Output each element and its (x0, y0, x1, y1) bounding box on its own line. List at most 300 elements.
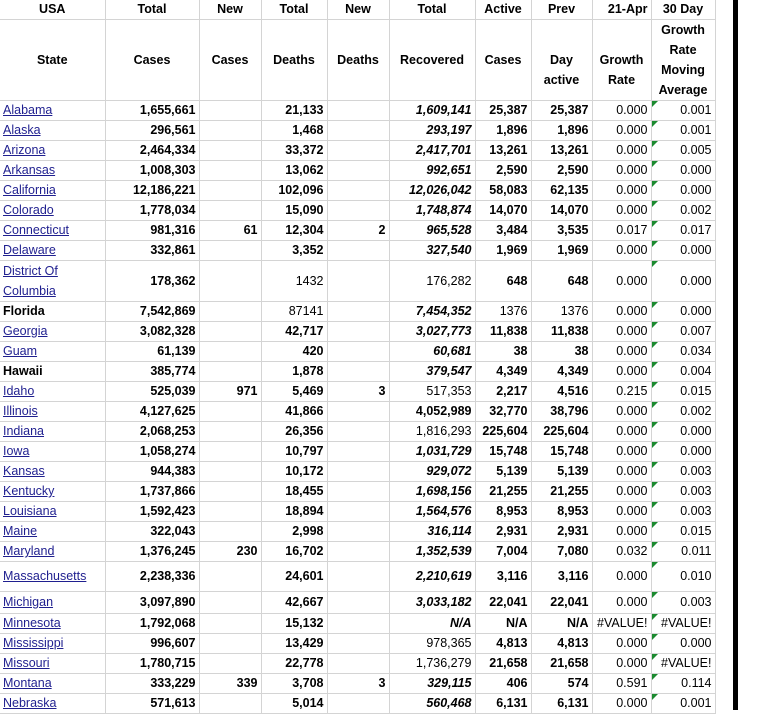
cell-active[interactable]: 2,217 (475, 381, 531, 401)
cell-new-deaths[interactable] (327, 541, 389, 561)
cell-new-deaths[interactable]: 3 (327, 381, 389, 401)
cell-cases[interactable]: 571,613 (105, 693, 199, 713)
cell-recovered[interactable]: 4,052,989 (389, 401, 475, 421)
cell-avg[interactable]: 0.001 (651, 120, 715, 140)
cell-active[interactable]: 4,813 (475, 633, 531, 653)
cell-state[interactable]: Maryland (0, 541, 105, 561)
cell-growth[interactable]: 0.000 (592, 633, 651, 653)
cell-deaths[interactable]: 42,667 (261, 591, 327, 613)
cell-cases[interactable]: 944,383 (105, 461, 199, 481)
cell-avg[interactable]: 0.003 (651, 481, 715, 501)
cell-avg[interactable]: 0.010 (651, 561, 715, 591)
header-cell[interactable]: State (0, 19, 105, 100)
cell-recovered[interactable]: 329,115 (389, 673, 475, 693)
cell-active[interactable]: 1,896 (475, 120, 531, 140)
cell-growth[interactable]: 0.000 (592, 180, 651, 200)
cell-new-deaths[interactable] (327, 100, 389, 120)
cell-cases[interactable]: 1,780,715 (105, 653, 199, 673)
cell-deaths[interactable]: 13,062 (261, 160, 327, 180)
cell-prev[interactable]: 3,116 (531, 561, 592, 591)
cell-recovered[interactable]: 1,736,279 (389, 653, 475, 673)
cell-deaths[interactable]: 12,304 (261, 220, 327, 240)
cell-new-deaths[interactable] (327, 240, 389, 260)
cell-recovered[interactable]: 2,210,619 (389, 561, 475, 591)
cell-avg[interactable]: #VALUE! (651, 653, 715, 673)
cell-recovered[interactable]: 176,282 (389, 260, 475, 301)
cell-deaths[interactable]: 5,014 (261, 693, 327, 713)
cell-avg[interactable]: 0.000 (651, 180, 715, 200)
cell-new-cases[interactable] (199, 441, 261, 461)
cell-prev[interactable]: N/A (531, 613, 592, 633)
cell-new-deaths[interactable] (327, 653, 389, 673)
header-cell[interactable]: Cases (105, 19, 199, 100)
cell-state[interactable]: Massachusetts (0, 561, 105, 591)
cell-prev[interactable]: 11,838 (531, 321, 592, 341)
cell-cases[interactable]: 296,561 (105, 120, 199, 140)
cell-new-cases[interactable] (199, 301, 261, 321)
cell-prev[interactable]: 4,813 (531, 633, 592, 653)
cell-cases[interactable]: 333,229 (105, 673, 199, 693)
cell-new-cases[interactable] (199, 361, 261, 381)
cell-active[interactable]: 22,041 (475, 591, 531, 613)
cell-active[interactable]: 4,349 (475, 361, 531, 381)
cell-avg[interactable]: 0.000 (651, 421, 715, 441)
cell-new-deaths[interactable]: 2 (327, 220, 389, 240)
cell-cases[interactable]: 178,362 (105, 260, 199, 301)
cell-avg[interactable]: #VALUE! (651, 613, 715, 633)
cell-recovered[interactable]: 1,816,293 (389, 421, 475, 441)
cell-prev[interactable]: 4,349 (531, 361, 592, 381)
cell-growth[interactable]: 0.000 (592, 341, 651, 361)
header-cell[interactable]: 30 Day (651, 0, 715, 19)
cell-prev[interactable]: 14,070 (531, 200, 592, 220)
cell-state[interactable]: Missouri (0, 653, 105, 673)
cell-prev[interactable]: 2,931 (531, 521, 592, 541)
cell-growth[interactable]: 0.000 (592, 240, 651, 260)
cell-new-deaths[interactable] (327, 301, 389, 321)
cell-new-deaths[interactable] (327, 591, 389, 613)
cell-recovered[interactable]: 1,564,576 (389, 501, 475, 521)
cell-growth[interactable]: 0.000 (592, 401, 651, 421)
cell-new-deaths[interactable] (327, 521, 389, 541)
cell-prev[interactable]: 574 (531, 673, 592, 693)
cell-new-deaths[interactable] (327, 361, 389, 381)
cell-prev[interactable]: 21,658 (531, 653, 592, 673)
cell-cases[interactable]: 7,542,869 (105, 301, 199, 321)
cell-state[interactable]: Alabama (0, 100, 105, 120)
header-cell[interactable]: Prev (531, 0, 592, 19)
cell-recovered[interactable]: 560,468 (389, 693, 475, 713)
cell-active[interactable]: 3,116 (475, 561, 531, 591)
cell-state[interactable]: Colorado (0, 200, 105, 220)
cell-growth[interactable]: 0.000 (592, 120, 651, 140)
cell-cases[interactable]: 1,792,068 (105, 613, 199, 633)
cell-recovered[interactable]: 2,417,701 (389, 140, 475, 160)
cell-state[interactable]: District Of Columbia (0, 260, 105, 301)
cell-growth[interactable]: 0.000 (592, 361, 651, 381)
header-cell[interactable]: New (199, 0, 261, 19)
header-cell[interactable]: Active (475, 0, 531, 19)
cell-prev[interactable]: 2,590 (531, 160, 592, 180)
cell-cases[interactable]: 996,607 (105, 633, 199, 653)
cell-cases[interactable]: 1,008,303 (105, 160, 199, 180)
cell-state[interactable]: California (0, 180, 105, 200)
cell-new-deaths[interactable] (327, 561, 389, 591)
cell-new-deaths[interactable] (327, 180, 389, 200)
cell-deaths[interactable]: 1432 (261, 260, 327, 301)
cell-recovered[interactable]: 1,748,874 (389, 200, 475, 220)
header-cell[interactable]: Cases (199, 19, 261, 100)
cell-recovered[interactable]: 929,072 (389, 461, 475, 481)
header-cell[interactable]: Cases (475, 19, 531, 100)
cell-cases[interactable]: 332,861 (105, 240, 199, 260)
cell-prev[interactable]: 3,535 (531, 220, 592, 240)
cell-deaths[interactable]: 22,778 (261, 653, 327, 673)
cell-state[interactable]: Iowa (0, 441, 105, 461)
cell-avg[interactable]: 0.000 (651, 441, 715, 461)
cell-active[interactable]: 648 (475, 260, 531, 301)
cell-cases[interactable]: 322,043 (105, 521, 199, 541)
cell-new-cases[interactable] (199, 501, 261, 521)
cell-growth[interactable]: 0.591 (592, 673, 651, 693)
header-cell[interactable]: 21-Apr (592, 0, 651, 19)
cell-deaths[interactable]: 102,096 (261, 180, 327, 200)
cell-deaths[interactable]: 33,372 (261, 140, 327, 160)
cell-prev[interactable]: 1,896 (531, 120, 592, 140)
cell-new-deaths[interactable] (327, 200, 389, 220)
cell-avg[interactable]: 0.114 (651, 673, 715, 693)
header-cell[interactable]: USA (0, 0, 105, 19)
cell-new-deaths[interactable] (327, 160, 389, 180)
cell-cases[interactable]: 2,068,253 (105, 421, 199, 441)
cell-prev[interactable]: 225,604 (531, 421, 592, 441)
cell-avg[interactable]: 0.000 (651, 301, 715, 321)
cell-cases[interactable]: 3,097,890 (105, 591, 199, 613)
cell-cases[interactable]: 385,774 (105, 361, 199, 381)
cell-recovered[interactable]: 3,033,182 (389, 591, 475, 613)
cell-growth[interactable]: #VALUE! (592, 613, 651, 633)
cell-growth[interactable]: 0.000 (592, 160, 651, 180)
cell-avg[interactable]: 0.015 (651, 521, 715, 541)
cell-cases[interactable]: 981,316 (105, 220, 199, 240)
cell-state[interactable]: Michigan (0, 591, 105, 613)
cell-recovered[interactable]: 60,681 (389, 341, 475, 361)
cell-active[interactable]: 32,770 (475, 401, 531, 421)
cell-active[interactable]: 58,083 (475, 180, 531, 200)
cell-growth[interactable]: 0.000 (592, 461, 651, 481)
cell-growth[interactable]: 0.000 (592, 301, 651, 321)
cell-new-deaths[interactable] (327, 461, 389, 481)
cell-new-cases[interactable] (199, 693, 261, 713)
cell-new-deaths[interactable]: 3 (327, 673, 389, 693)
cell-growth[interactable]: 0.000 (592, 561, 651, 591)
cell-recovered[interactable]: N/A (389, 613, 475, 633)
cell-deaths[interactable]: 1,468 (261, 120, 327, 140)
cell-new-cases[interactable] (199, 160, 261, 180)
cell-prev[interactable]: 8,953 (531, 501, 592, 521)
cell-active[interactable]: 3,484 (475, 220, 531, 240)
cell-recovered[interactable]: 12,026,042 (389, 180, 475, 200)
cell-growth[interactable]: 0.000 (592, 591, 651, 613)
cell-active[interactable]: 21,255 (475, 481, 531, 501)
header-cell[interactable]: Growth Rate Moving Average (651, 19, 715, 100)
cell-prev[interactable]: 4,516 (531, 381, 592, 401)
cell-active[interactable]: 7,004 (475, 541, 531, 561)
cell-new-deaths[interactable] (327, 501, 389, 521)
cell-new-cases[interactable] (199, 653, 261, 673)
cell-deaths[interactable]: 10,172 (261, 461, 327, 481)
cell-recovered[interactable]: 379,547 (389, 361, 475, 381)
cell-active[interactable]: 1376 (475, 301, 531, 321)
cell-new-cases[interactable] (199, 561, 261, 591)
cell-growth[interactable]: 0.032 (592, 541, 651, 561)
cell-new-cases[interactable] (199, 401, 261, 421)
cell-new-cases[interactable] (199, 140, 261, 160)
cell-new-cases[interactable]: 61 (199, 220, 261, 240)
cell-new-cases[interactable]: 230 (199, 541, 261, 561)
cell-new-cases[interactable] (199, 200, 261, 220)
cell-new-cases[interactable] (199, 633, 261, 653)
cell-deaths[interactable]: 10,797 (261, 441, 327, 461)
cell-cases[interactable]: 1,737,866 (105, 481, 199, 501)
cell-deaths[interactable]: 1,878 (261, 361, 327, 381)
cell-cases[interactable]: 2,464,334 (105, 140, 199, 160)
header-cell[interactable]: Growth Rate (592, 19, 651, 100)
cell-deaths[interactable]: 21,133 (261, 100, 327, 120)
cell-avg[interactable]: 0.002 (651, 401, 715, 421)
header-cell[interactable]: Deaths (261, 19, 327, 100)
cell-new-deaths[interactable] (327, 260, 389, 301)
cell-active[interactable]: 25,387 (475, 100, 531, 120)
cell-recovered[interactable]: 3,027,773 (389, 321, 475, 341)
header-cell[interactable]: Deaths (327, 19, 389, 100)
cell-cases[interactable]: 3,082,328 (105, 321, 199, 341)
cell-state[interactable]: Hawaii (0, 361, 105, 381)
cell-new-cases[interactable] (199, 180, 261, 200)
cell-active[interactable]: 8,953 (475, 501, 531, 521)
cell-new-deaths[interactable] (327, 633, 389, 653)
cell-prev[interactable]: 6,131 (531, 693, 592, 713)
cell-active[interactable]: 5,139 (475, 461, 531, 481)
cell-prev[interactable]: 21,255 (531, 481, 592, 501)
cell-cases[interactable]: 1,778,034 (105, 200, 199, 220)
cell-avg[interactable]: 0.001 (651, 100, 715, 120)
cell-growth[interactable]: 0.000 (592, 521, 651, 541)
cell-avg[interactable]: 0.003 (651, 461, 715, 481)
cell-growth[interactable]: 0.000 (592, 200, 651, 220)
cell-state[interactable]: Alaska (0, 120, 105, 140)
cell-new-deaths[interactable] (327, 421, 389, 441)
cell-growth[interactable]: 0.017 (592, 220, 651, 240)
cell-new-cases[interactable] (199, 260, 261, 301)
cell-active[interactable]: 2,590 (475, 160, 531, 180)
cell-deaths[interactable]: 24,601 (261, 561, 327, 591)
cell-cases[interactable]: 2,238,336 (105, 561, 199, 591)
cell-cases[interactable]: 12,186,221 (105, 180, 199, 200)
cell-recovered[interactable]: 327,540 (389, 240, 475, 260)
cell-state[interactable]: Nebraska (0, 693, 105, 713)
cell-active[interactable]: 21,658 (475, 653, 531, 673)
cell-avg[interactable]: 0.000 (651, 240, 715, 260)
cell-state[interactable]: Arkansas (0, 160, 105, 180)
cell-recovered[interactable]: 7,454,352 (389, 301, 475, 321)
header-cell[interactable]: Total (105, 0, 199, 19)
cell-prev[interactable]: 1376 (531, 301, 592, 321)
cell-prev[interactable]: 648 (531, 260, 592, 301)
cell-cases[interactable]: 1,376,245 (105, 541, 199, 561)
cell-active[interactable]: 1,969 (475, 240, 531, 260)
cell-active[interactable]: 6,131 (475, 693, 531, 713)
cell-growth[interactable]: 0.000 (592, 421, 651, 441)
cell-cases[interactable]: 1,058,274 (105, 441, 199, 461)
cell-new-cases[interactable] (199, 100, 261, 120)
cell-prev[interactable]: 38 (531, 341, 592, 361)
cell-avg[interactable]: 0.034 (651, 341, 715, 361)
header-cell[interactable]: Recovered (389, 19, 475, 100)
cell-new-cases[interactable] (199, 421, 261, 441)
cell-state[interactable]: Minnesota (0, 613, 105, 633)
cell-deaths[interactable]: 42,717 (261, 321, 327, 341)
cell-recovered[interactable]: 1,698,156 (389, 481, 475, 501)
cell-new-cases[interactable] (199, 613, 261, 633)
cell-growth[interactable]: 0.215 (592, 381, 651, 401)
cell-growth[interactable]: 0.000 (592, 441, 651, 461)
cell-new-cases[interactable] (199, 341, 261, 361)
cell-prev[interactable]: 15,748 (531, 441, 592, 461)
cell-avg[interactable]: 0.003 (651, 501, 715, 521)
cell-state[interactable]: Kentucky (0, 481, 105, 501)
cell-avg[interactable]: 0.005 (651, 140, 715, 160)
cell-new-deaths[interactable] (327, 321, 389, 341)
cell-deaths[interactable]: 15,090 (261, 200, 327, 220)
header-cell[interactable]: Total (389, 0, 475, 19)
header-cell[interactable]: Total (261, 0, 327, 19)
cell-recovered[interactable]: 517,353 (389, 381, 475, 401)
cell-active[interactable]: 406 (475, 673, 531, 693)
cell-new-cases[interactable] (199, 591, 261, 613)
cell-new-deaths[interactable] (327, 341, 389, 361)
cell-active[interactable]: N/A (475, 613, 531, 633)
header-cell[interactable]: Day active (531, 19, 592, 100)
cell-active[interactable]: 14,070 (475, 200, 531, 220)
cell-prev[interactable]: 5,139 (531, 461, 592, 481)
cell-active[interactable]: 2,931 (475, 521, 531, 541)
cell-growth[interactable]: 0.000 (592, 260, 651, 301)
cell-new-deaths[interactable] (327, 481, 389, 501)
cell-avg[interactable]: 0.000 (651, 633, 715, 653)
cell-prev[interactable]: 25,387 (531, 100, 592, 120)
cell-deaths[interactable]: 5,469 (261, 381, 327, 401)
cell-avg[interactable]: 0.011 (651, 541, 715, 561)
cell-cases[interactable]: 1,655,661 (105, 100, 199, 120)
cell-deaths[interactable]: 3,352 (261, 240, 327, 260)
cell-active[interactable]: 11,838 (475, 321, 531, 341)
cell-avg[interactable]: 0.000 (651, 260, 715, 301)
cell-avg[interactable]: 0.017 (651, 220, 715, 240)
cell-new-cases[interactable] (199, 240, 261, 260)
cell-recovered[interactable]: 293,197 (389, 120, 475, 140)
cell-new-cases[interactable] (199, 120, 261, 140)
cell-deaths[interactable]: 2,998 (261, 521, 327, 541)
cell-deaths[interactable]: 420 (261, 341, 327, 361)
cell-deaths[interactable]: 13,429 (261, 633, 327, 653)
cell-new-cases[interactable] (199, 461, 261, 481)
cell-new-deaths[interactable] (327, 441, 389, 461)
cell-cases[interactable]: 4,127,625 (105, 401, 199, 421)
cell-state[interactable]: Mississippi (0, 633, 105, 653)
cell-active[interactable]: 15,748 (475, 441, 531, 461)
cell-state[interactable]: Illinois (0, 401, 105, 421)
cell-new-cases[interactable]: 339 (199, 673, 261, 693)
cell-prev[interactable]: 38,796 (531, 401, 592, 421)
cell-state[interactable]: Guam (0, 341, 105, 361)
cell-growth[interactable]: 0.000 (592, 693, 651, 713)
cell-new-cases[interactable]: 971 (199, 381, 261, 401)
cell-recovered[interactable]: 992,651 (389, 160, 475, 180)
cell-recovered[interactable]: 316,114 (389, 521, 475, 541)
cell-cases[interactable]: 1,592,423 (105, 501, 199, 521)
cell-new-cases[interactable] (199, 481, 261, 501)
cell-active[interactable]: 225,604 (475, 421, 531, 441)
cell-prev[interactable]: 62,135 (531, 180, 592, 200)
cell-avg[interactable]: 0.003 (651, 591, 715, 613)
cell-new-deaths[interactable] (327, 693, 389, 713)
cell-prev[interactable]: 1,969 (531, 240, 592, 260)
cell-new-cases[interactable] (199, 321, 261, 341)
cell-growth[interactable]: 0.000 (592, 321, 651, 341)
cell-deaths[interactable]: 3,708 (261, 673, 327, 693)
cell-avg[interactable]: 0.015 (651, 381, 715, 401)
cell-recovered[interactable]: 1,352,539 (389, 541, 475, 561)
cell-deaths[interactable]: 15,132 (261, 613, 327, 633)
cell-active[interactable]: 13,261 (475, 140, 531, 160)
cell-deaths[interactable]: 41,866 (261, 401, 327, 421)
cell-prev[interactable]: 13,261 (531, 140, 592, 160)
cell-state[interactable]: Montana (0, 673, 105, 693)
cell-prev[interactable]: 22,041 (531, 591, 592, 613)
cell-state[interactable]: Maine (0, 521, 105, 541)
cell-new-deaths[interactable] (327, 401, 389, 421)
cell-growth[interactable]: 0.000 (592, 100, 651, 120)
cell-deaths[interactable]: 87141 (261, 301, 327, 321)
cell-avg[interactable]: 0.001 (651, 693, 715, 713)
cell-new-cases[interactable] (199, 521, 261, 541)
cell-recovered[interactable]: 965,528 (389, 220, 475, 240)
cell-state[interactable]: Connecticut (0, 220, 105, 240)
cell-new-deaths[interactable] (327, 120, 389, 140)
cell-growth[interactable]: 0.000 (592, 501, 651, 521)
cell-state[interactable]: Kansas (0, 461, 105, 481)
cell-state[interactable]: Georgia (0, 321, 105, 341)
cell-recovered[interactable]: 1,609,141 (389, 100, 475, 120)
cell-prev[interactable]: 7,080 (531, 541, 592, 561)
cell-new-deaths[interactable] (327, 613, 389, 633)
cell-cases[interactable]: 525,039 (105, 381, 199, 401)
cell-state[interactable]: Florida (0, 301, 105, 321)
cell-avg[interactable]: 0.000 (651, 160, 715, 180)
cell-cases[interactable]: 61,139 (105, 341, 199, 361)
cell-state[interactable]: Idaho (0, 381, 105, 401)
cell-growth[interactable]: 0.000 (592, 140, 651, 160)
cell-recovered[interactable]: 1,031,729 (389, 441, 475, 461)
cell-state[interactable]: Delaware (0, 240, 105, 260)
cell-avg[interactable]: 0.007 (651, 321, 715, 341)
cell-state[interactable]: Louisiana (0, 501, 105, 521)
cell-deaths[interactable]: 18,894 (261, 501, 327, 521)
cell-deaths[interactable]: 26,356 (261, 421, 327, 441)
cell-deaths[interactable]: 16,702 (261, 541, 327, 561)
cell-new-deaths[interactable] (327, 140, 389, 160)
